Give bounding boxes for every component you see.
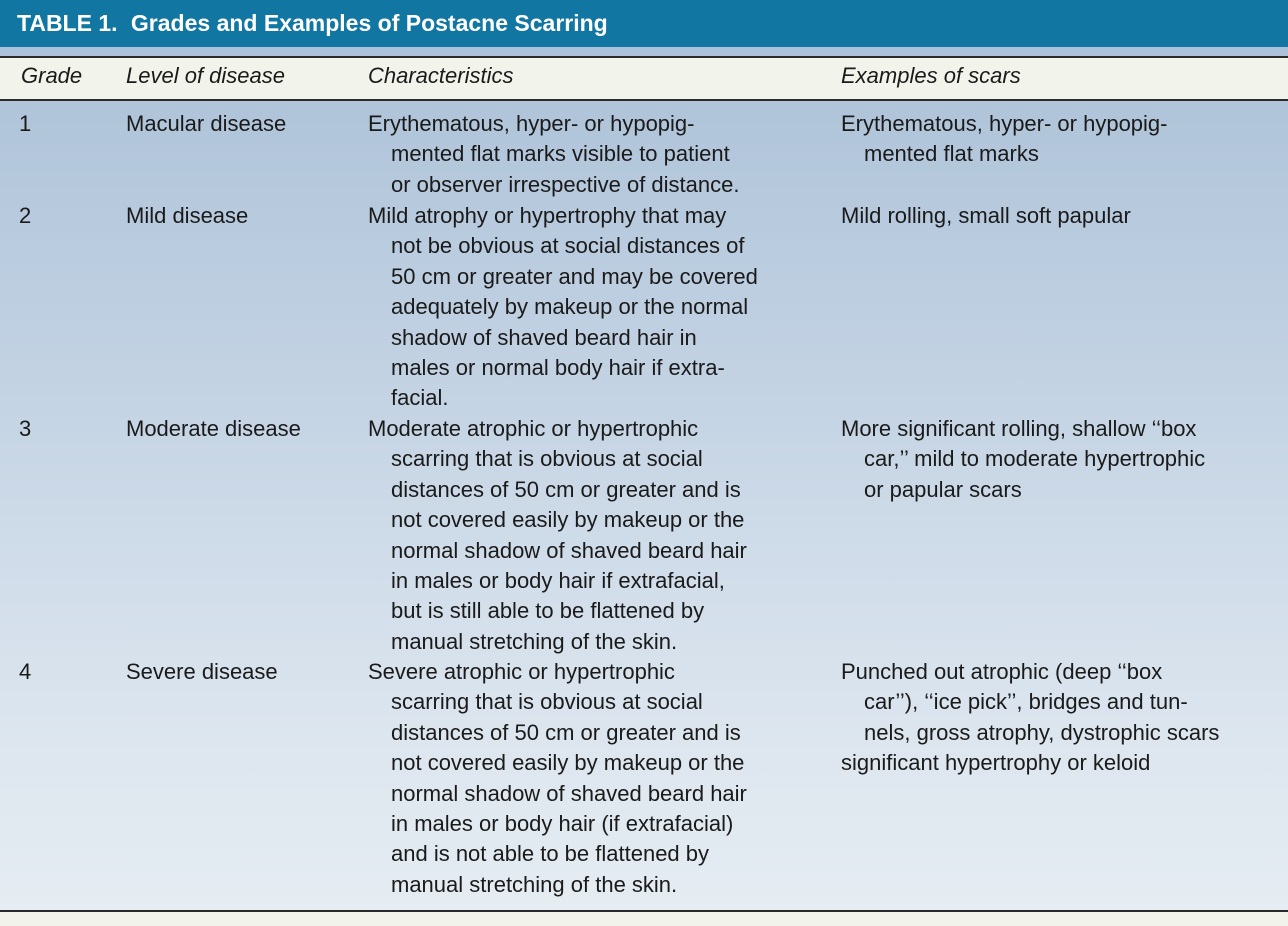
- table-title: Grades and Examples of Postacne Scarring: [130, 10, 608, 36]
- footer-band: [0, 912, 1288, 926]
- cell-grade: 3: [19, 416, 32, 441]
- table-label: TABLE 1.: [17, 10, 118, 36]
- cell-examples: Mild rolling, small soft papular: [841, 203, 1131, 228]
- cell-level: Severe disease: [126, 659, 278, 684]
- header-examples: Examples of scars: [841, 63, 1021, 88]
- cell-examples: More significant rolling, shallow ‘‘box car,’’ mild to moderate hypertrophic or papular scars: [841, 416, 1206, 502]
- cell-characteristics: Moderate atrophic or hypertrophic scarring that is obvious at social distances of 50 cm or greater and is not covered easily by makeup or the normal shadow of shaved beard hair in males or body hair if extrafacial, but is still able to be flattened by manual stretching of the skin.: [368, 416, 747, 654]
- cell-level: Macular disease: [126, 111, 287, 136]
- header-level: Level of disease: [126, 63, 285, 88]
- header-characteristics: Characteristics: [368, 63, 514, 88]
- cell-level: Mild disease: [126, 203, 249, 228]
- cell-grade: 2: [19, 203, 32, 228]
- cell-characteristics: Erythematous, hyper- or hypopig- mented flat marks visible to patient or observer irrespective of distance.: [368, 111, 740, 197]
- cell-examples: Punched out atrophic (deep ‘‘box car’’), ‘‘ice pick’’, bridges and tun- nels, gross atrophy, dystrophic scars significant hypertrophy or keloid: [841, 659, 1220, 776]
- cell-level: Moderate disease: [126, 416, 301, 441]
- cell-characteristics: Mild atrophy or hypertrophy that may not be obvious at social distances of 50 cm or greater and may be covered adequately by makeup or the normal shadow of shaved beard hair in males or normal body hair if extra- facial.: [368, 203, 758, 411]
- header-grade: Grade: [21, 63, 83, 88]
- cell-examples: Erythematous, hyper- or hypopig- mented flat marks: [841, 111, 1168, 167]
- header-bottom-rule: [0, 99, 1288, 101]
- table-title-bar: [0, 0, 1288, 47]
- cell-grade: 1: [19, 111, 32, 136]
- cell-grade: 4: [19, 659, 32, 684]
- cell-characteristics: Severe atrophic or hypertrophic scarring that is obvious at social distances of 50 cm or greater and is not covered easily by makeup or the normal shadow of shaved beard hair in males or body hair (if extrafacial) and is not able to be flattened by manual stretching of the skin.: [368, 659, 747, 897]
